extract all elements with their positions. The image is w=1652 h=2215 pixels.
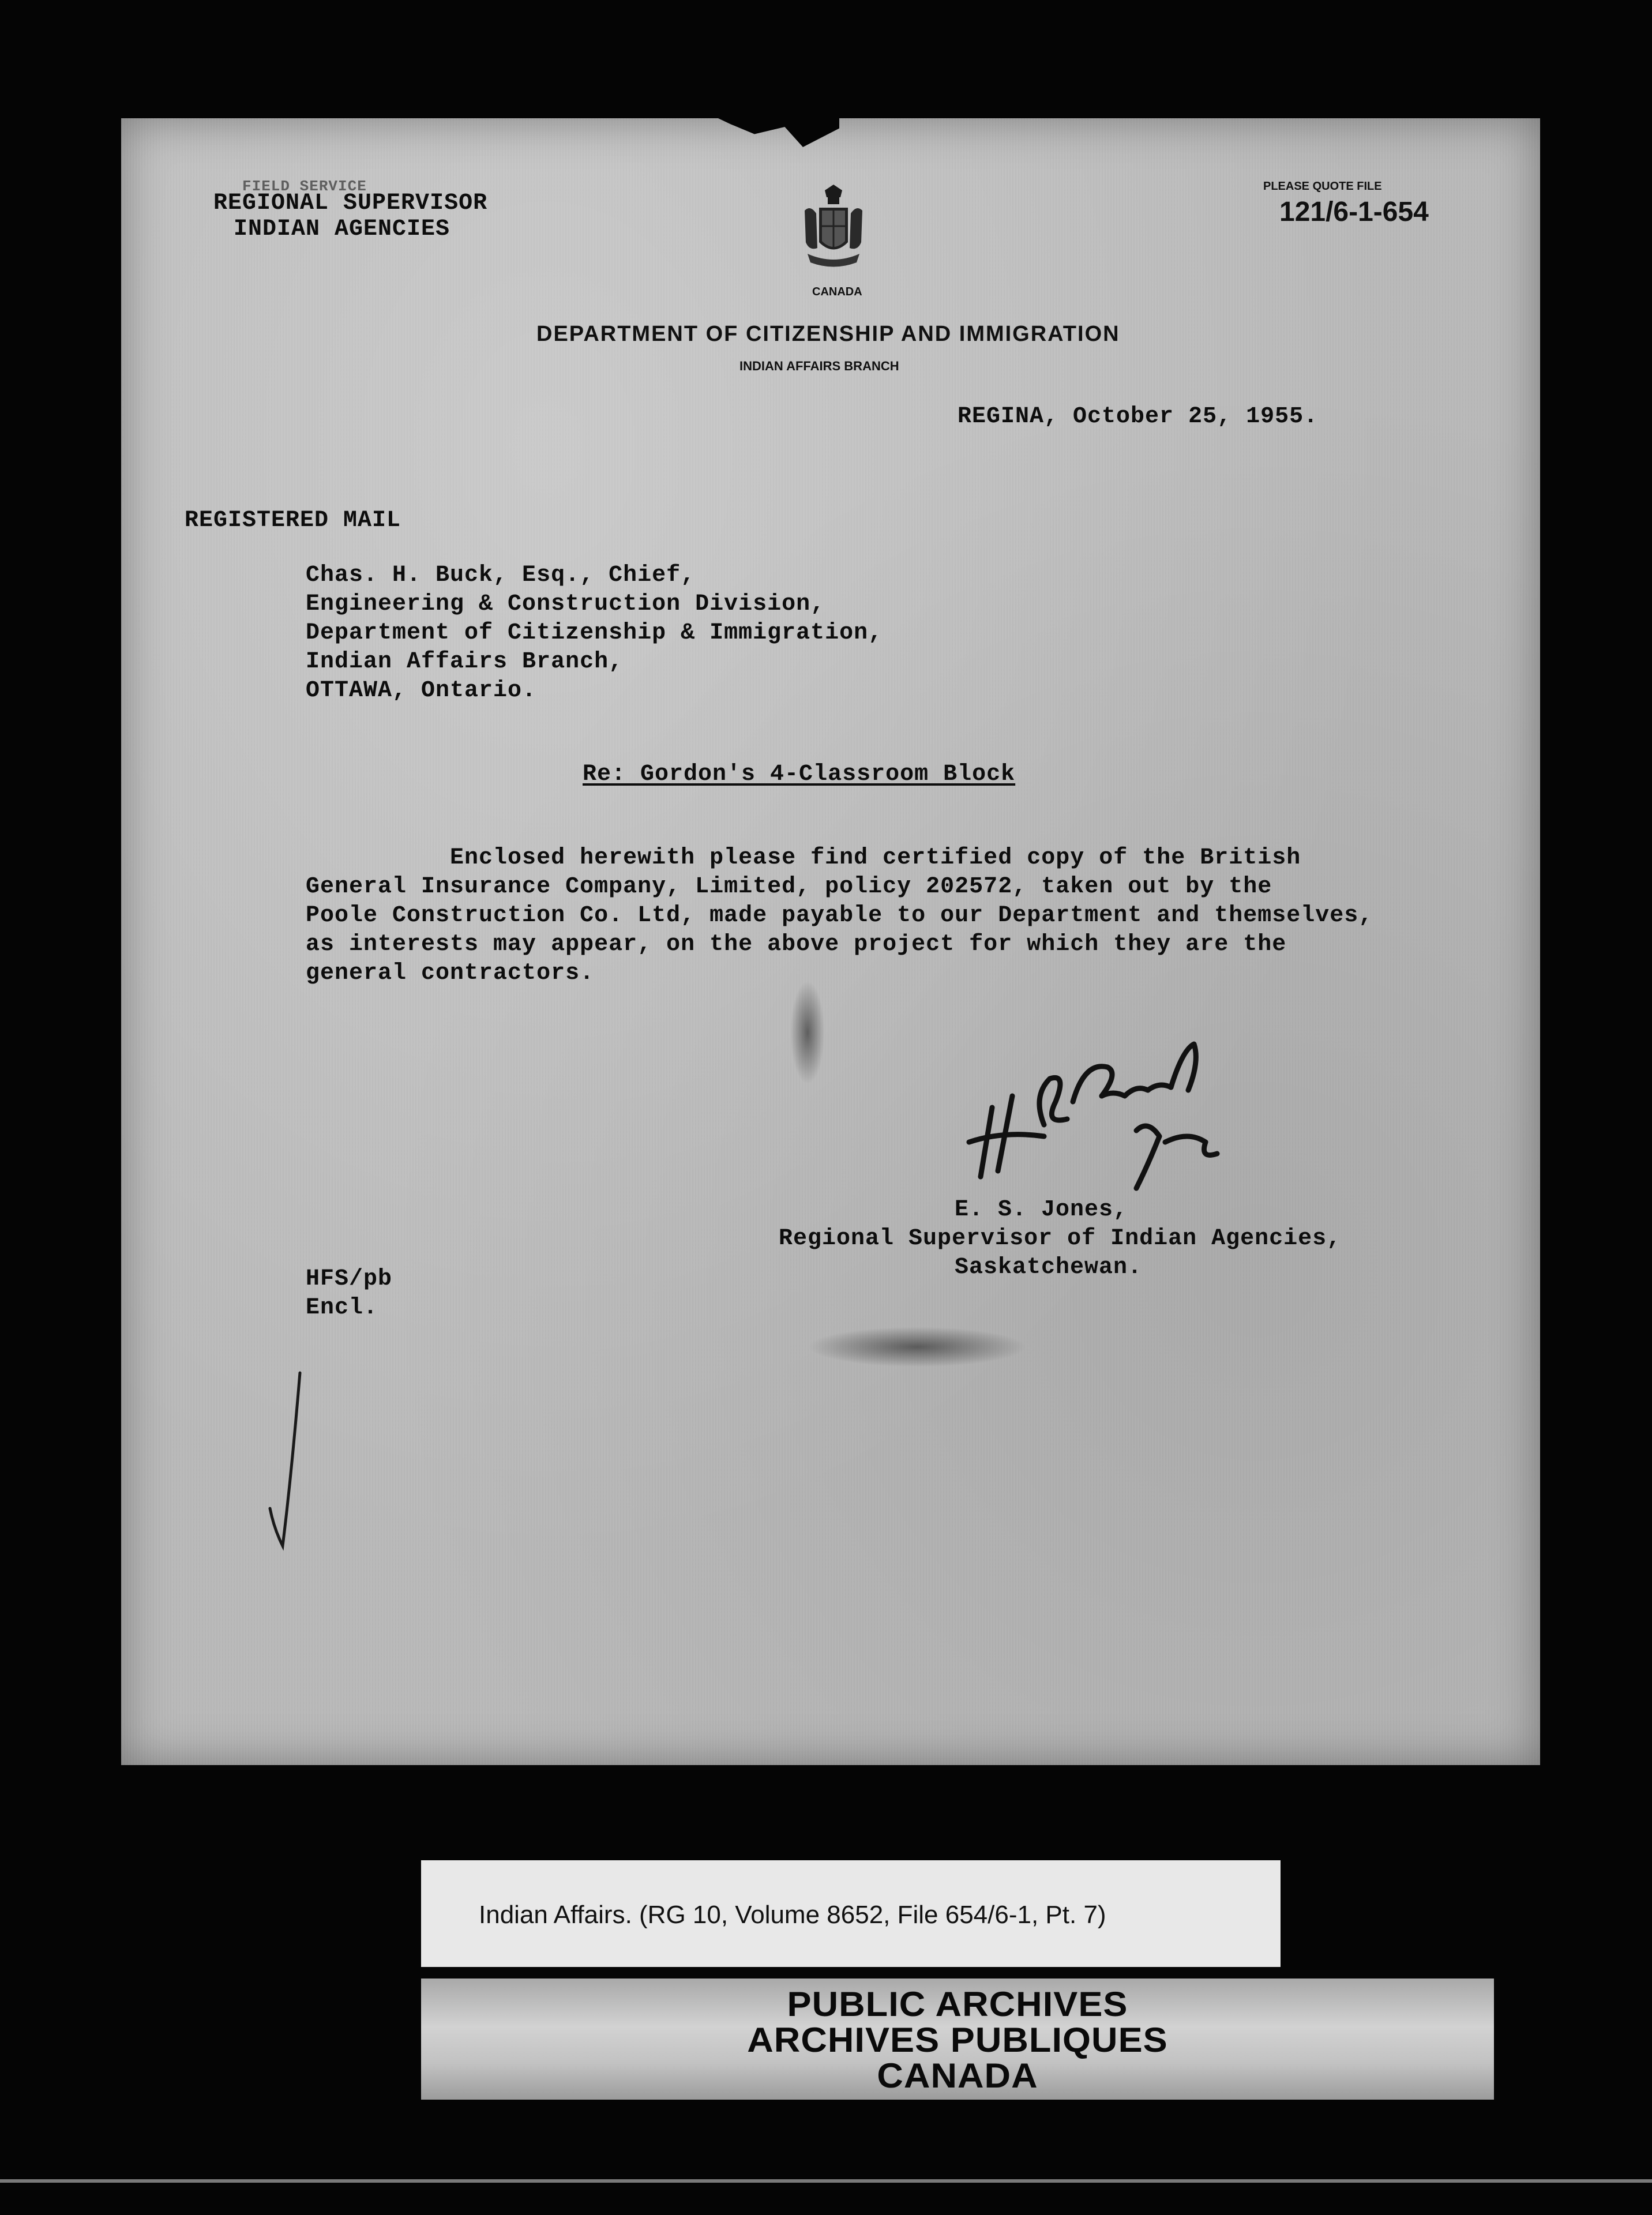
address-line: Chas. H. Buck, Esq., Chief, — [306, 562, 696, 588]
quote-file-label: PLEASE QUOTE FILE — [1263, 180, 1382, 193]
signer-name: E. S. Jones, — [955, 1197, 1128, 1223]
address-line: OTTAWA, Ontario. — [306, 678, 537, 704]
subject-line: Re: Gordon's 4-Classroom Block — [583, 761, 1016, 787]
stamp-line-3: CANADA — [877, 2056, 1038, 2095]
archive-reference-text: Indian Affairs. (RG 10, Volume 8652, File 654/6-1, Pt. 7) — [479, 1901, 1106, 1929]
body-line: Enclosed herewith please find certified copy of the British — [306, 845, 1301, 871]
archive-stamp — [421, 1979, 1494, 2100]
body-line: Poole Construction Co. Ltd, made payable to our Department and themselves, — [306, 903, 1373, 929]
sender-line-2: INDIAN AGENCIES — [234, 216, 450, 242]
film-edge-line — [0, 2179, 1652, 2183]
branch-heading: INDIAN AFFAIRS BRANCH — [739, 359, 899, 373]
ink-smudge — [808, 1327, 1027, 1367]
mail-type: REGISTERED MAIL — [185, 508, 401, 534]
signer-title: Regional Supervisor of Indian Agencies, — [779, 1226, 1342, 1252]
body-line: as interests may appear, on the above project for which they are the — [306, 932, 1287, 958]
body-line: general contractors. — [306, 960, 595, 986]
coat-of-arms-icon — [799, 185, 868, 283]
address-line: Department of Citizenship & Immigration, — [306, 620, 883, 646]
enclosure-note: Encl. — [306, 1295, 378, 1321]
crest-caption: CANADA — [812, 286, 862, 298]
stamp-line-1: PUBLIC ARCHIVES — [787, 1985, 1128, 2023]
address-line: Engineering & Construction Division, — [306, 591, 825, 617]
sender-overprint: FIELD SERVICE — [242, 178, 367, 195]
place-date: REGINA, October 25, 1955. — [958, 404, 1319, 430]
typist-initials: HFS/pb — [306, 1266, 393, 1292]
address-line: Indian Affairs Branch, — [306, 649, 624, 675]
file-number: 121/6-1-654 — [1279, 197, 1429, 227]
body-line: General Insurance Company, Limited, policy 202572, taken out by the — [306, 874, 1272, 900]
signer-region: Saskatchewan. — [955, 1255, 1143, 1281]
handwritten-signature — [958, 1027, 1234, 1200]
department-heading: DEPARTMENT OF CITIZENSHIP AND IMMIGRATION — [536, 322, 1120, 346]
check-mark-icon — [260, 1361, 323, 1552]
sender-line-1: REGIONAL SUPERVISOR — [213, 190, 488, 216]
archive-reference-label — [421, 1860, 1281, 1967]
stamp-line-2: ARCHIVES PUBLIQUES — [747, 2021, 1168, 2059]
ink-smudge — [790, 981, 825, 1084]
